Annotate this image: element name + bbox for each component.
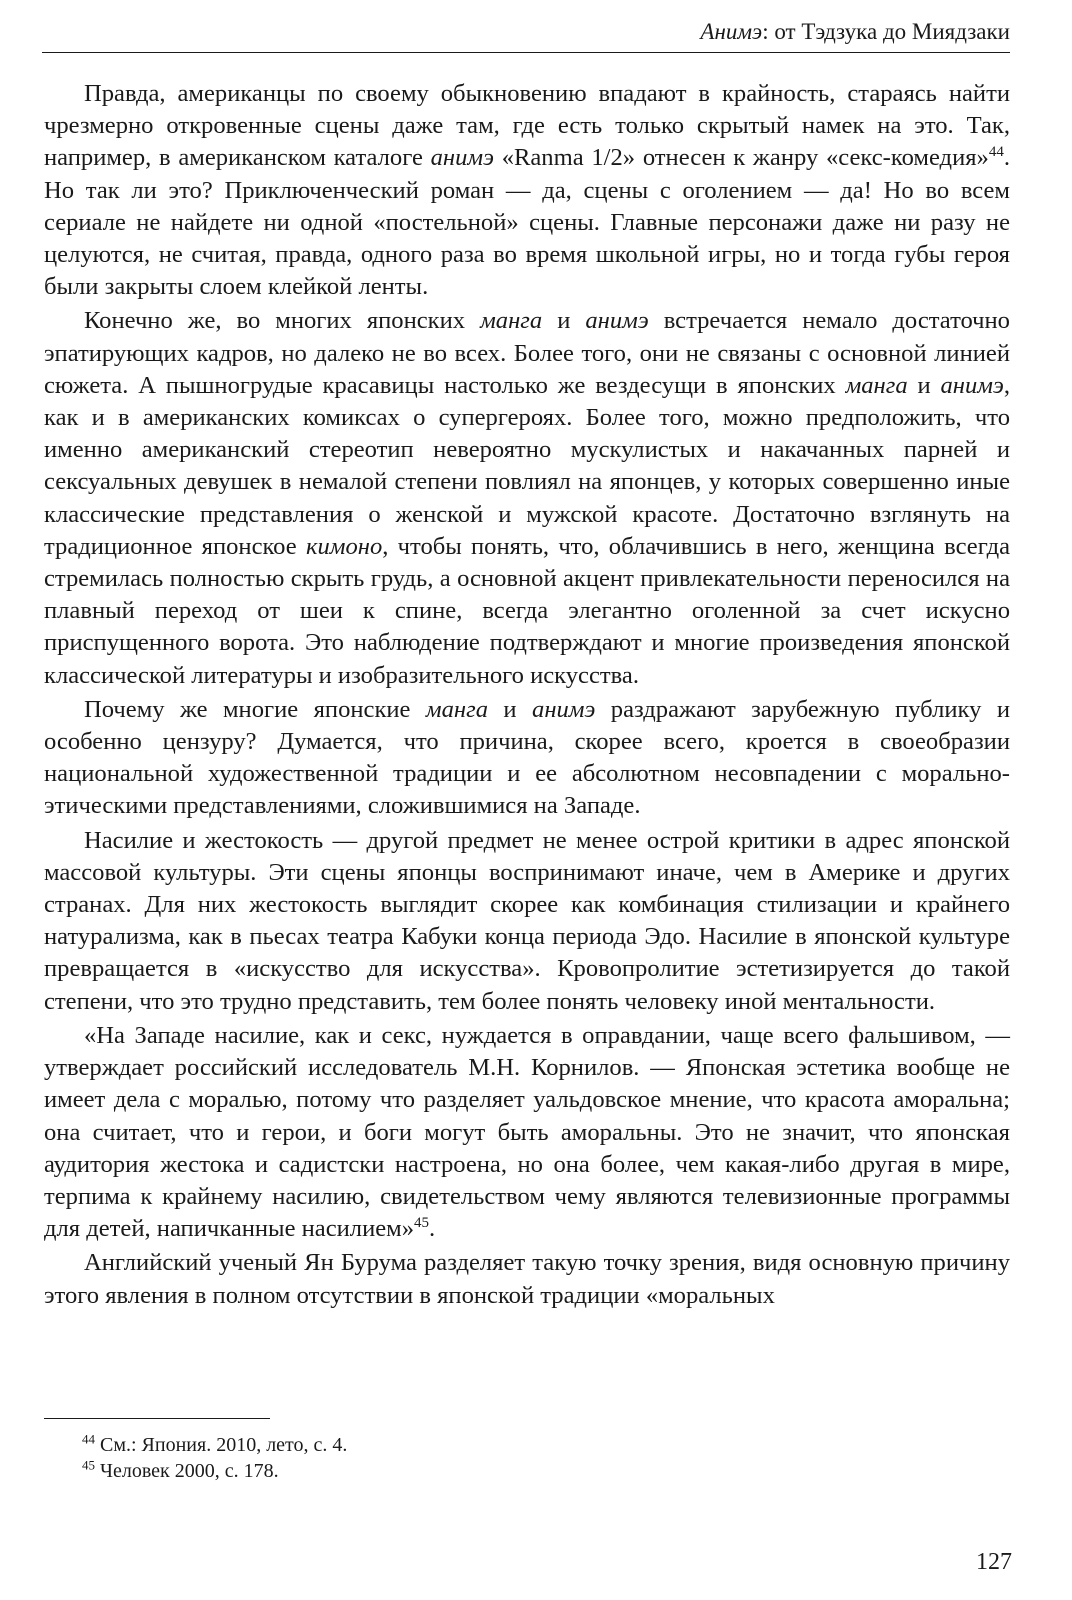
text-run: Почему же многие японские — [84, 695, 426, 723]
footnote-number: 45 — [82, 1457, 95, 1473]
text-run: «На Западе насилие, как и секс, нуждается в оправдании, чаще всего фальшивом, — утверждает российский исследователь М.Н. Корнилов. — Японская эстетика вообще не имеет дела с моралью, потому что разделяет уальдовское мнение, что красота аморальна; она считает, что и герои, и боги могут быть аморальны. Это не значит, что японская аудитория жестока и садистски настроена, но она более, чем какая-либо другая в мире, терпима к крайнему насилию, свидетельством чему являются телевизионные программы для детей, напичканные насилием» — [44, 1021, 1010, 1243]
text-run: и — [542, 307, 586, 335]
footnotes — [82, 1432, 347, 1484]
italic-term: анимэ — [585, 307, 649, 335]
text-run: , чтобы понять, что, облачившись в него, женщина всегда стремилась полностью скрыть грудь, а основной акцент привлекательности переносился на плавный переход от шеи к спине, всегда элегантно оголенной за счет искусно приспущенного ворота. Это наблюдение подтверждают и многие произведения японской классической литературы и изобразительного искусства. — [44, 532, 1010, 689]
italic-term: анимэ — [430, 144, 494, 172]
paragraph-2 — [44, 305, 1010, 691]
running-header-rest: : от Тэдзука до Миядзаки — [762, 19, 1010, 44]
italic-term: манга — [425, 695, 488, 723]
paragraph-5 — [44, 1020, 1010, 1245]
body-text — [44, 78, 1010, 1312]
header-rule — [42, 52, 1010, 53]
page-number: 127 — [976, 1549, 1012, 1575]
footnote-ref: 44 — [988, 144, 1004, 161]
footnote-ref: 45 — [414, 1214, 430, 1231]
text-run: . — [429, 1215, 436, 1243]
text-run: и — [488, 695, 533, 723]
italic-term: анимэ — [940, 371, 1004, 399]
footnote-44 — [82, 1432, 347, 1458]
italic-term: кимоно — [305, 532, 383, 560]
footnote-number: 44 — [82, 1431, 95, 1447]
paragraph-1 — [44, 78, 1010, 303]
text-run: встречается немало достаточно эпатирующих кадров, но далеко не во всех. Более того, они не связаны с основной линией сюжета. А пышногрудые красавицы настолько же вездесущи в японских — [44, 307, 1010, 399]
footnote-rule — [44, 1418, 270, 1419]
text-run: и — [907, 371, 941, 399]
text-run: . Но так ли это? Приключенческий роман — да, сцены с оголением — да! Но во всем сериале не найдете ни одной «постельной» сцены. Главные персонажи даже ни разу не целуются, не считая, правда, одного раза во время школьной игры, но и тогда губы героя были закрыты слоем клейкой ленты. — [44, 144, 1010, 301]
running-header — [42, 18, 1010, 46]
running-header-italic: Анимэ — [700, 19, 763, 44]
italic-term: манга — [845, 371, 908, 399]
paragraph-3 — [44, 694, 1010, 823]
italic-term: анимэ — [532, 695, 596, 723]
italic-term: манга — [480, 307, 543, 335]
footnote-text: Человек 2000, с. 178. — [95, 1460, 279, 1482]
footnote-45 — [82, 1458, 347, 1484]
paragraph-6: Английский ученый Ян Бурума разделяет такую точку зрения, видя основную причину этого явления в полном отсутствии в японской традиции «моральных — [44, 1249, 1010, 1309]
text-run: , как и в американских комиксах о супергероях. Более того, можно предположить, что именно американский стереотип невероятно мускулистых и накачанных парней и сексуальных девушек в немалой степени повлиял на японцев, у которых совершенно иные классические представления о женской и мужской красоте. Достаточно взглянуть на традиционное японское — [44, 371, 1010, 560]
text-run: «Ranma 1/2» отнесен к жанру «секс-комедия» — [493, 144, 989, 172]
text-run: Правда, американцы по своему обыкновению впадают в крайность, стараясь найти чрезмерно откровенные сцены даже там, где есть только скрытый намек на это. Так, например, в американском каталоге — [44, 80, 1010, 172]
text-run: раздражают зарубежную публику и особенно цензуру? Думается, что причина, скорее всего, кроется в своеобразии национальной художественной традиции и ее абсолютном несовпадении с морально-этическими представлениями, сложившимися на Западе. — [44, 695, 1010, 820]
text-run: Конечно же, во многих японских — [84, 307, 481, 335]
footnote-text: См.: Япония. 2010, лето, с. 4. — [95, 1434, 348, 1456]
paragraph-4: Насилие и жестокость — другой предмет не менее острой критики в адрес японской массовой культуры. Эти сцены японцы воспринимают иначе, чем в Америке и других странах. Для них жестокость выглядит скорее как комбинация стилизации и крайнего натурализма, как в пьесах театра Кабуки конца периода Эдо. Насилие в японской культуре превращается в «искусство для искусства». Кровопролитие эстетизируется до такой степени, что это трудно представить, тем более понять человеку иной ментальности. — [44, 826, 1010, 1015]
